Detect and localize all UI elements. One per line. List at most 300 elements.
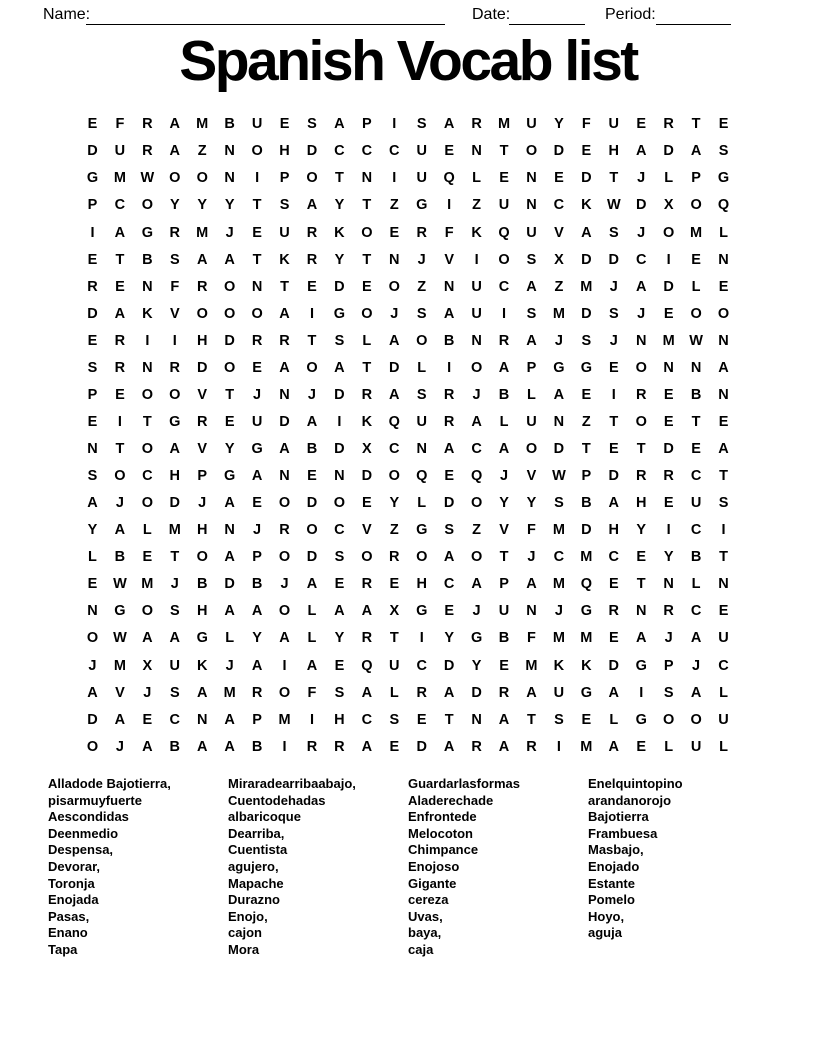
grid-letter: V [444, 251, 454, 268]
grid-letter: T [170, 549, 180, 566]
grid-letter: E [663, 495, 674, 512]
grid-letter: S [416, 116, 427, 133]
grid-letter: I [447, 359, 452, 376]
grid-letter: A [306, 576, 318, 593]
grid-letter: T [609, 413, 619, 430]
grid-letter: G [114, 603, 126, 620]
grid-letter: Q [361, 657, 373, 674]
grid-letter: M [141, 576, 154, 593]
grid-row [79, 328, 738, 355]
grid-letter: D [581, 170, 592, 187]
grid-letter: K [581, 197, 592, 214]
grid-letter: U [114, 143, 126, 160]
grid-letter: O [361, 224, 373, 241]
grid-letter: J [609, 332, 618, 349]
grid-letter: J [417, 251, 426, 268]
grid-letter: E [499, 170, 509, 187]
grid-letter: T [581, 441, 591, 458]
grid-letter: I [172, 332, 177, 349]
grid-letter: I [666, 522, 671, 539]
grid-letter: B [251, 738, 263, 755]
grid-letter: L [527, 386, 536, 403]
grid-letter: R [306, 738, 318, 755]
grid-letter: T [334, 170, 344, 187]
grid-letter: U [526, 224, 537, 241]
grid-letter: D [389, 359, 400, 376]
grid-letter: Q [443, 170, 455, 187]
grid-letter: F [581, 116, 591, 133]
grid-letter: Y [87, 522, 98, 539]
grid-letter: J [554, 603, 563, 620]
grid-letter: D [608, 468, 620, 485]
grid-letter: P [87, 386, 98, 403]
grid-letter: L [664, 738, 674, 755]
grid-letter: N [718, 332, 729, 349]
grid-letter: A [196, 738, 208, 755]
grid-letter: W [689, 332, 703, 349]
grid-letter: R [87, 278, 98, 295]
grid-letter: A [169, 630, 181, 647]
grid-letter: H [608, 522, 620, 539]
grid-letter: S [663, 684, 674, 701]
grid-letter: W [113, 630, 127, 647]
grid-row [79, 544, 738, 571]
word-list-item: Enojoso [408, 858, 460, 874]
grid-letter: O [224, 305, 236, 322]
grid-letter: I [282, 657, 287, 674]
word-list-item: Frambuesa [588, 825, 658, 841]
grid-letter: D [334, 386, 345, 403]
grid-letter: I [666, 251, 671, 268]
grid-letter: L [142, 522, 152, 539]
grid-letter: I [392, 170, 397, 187]
grid-letter: J [554, 332, 563, 349]
grid-letter: Y [554, 116, 564, 133]
grid-letter: E [87, 576, 98, 593]
grid-letter: Y [499, 495, 509, 512]
grid-letter: L [719, 738, 728, 755]
grid-letter: S [554, 495, 564, 512]
grid-letter: L [225, 630, 235, 647]
grid-letter: N [87, 603, 98, 620]
grid-letter: I [419, 630, 424, 647]
grid-letter: R [389, 549, 400, 566]
grid-letter: R [306, 224, 318, 241]
grid-letter: Q [498, 224, 510, 241]
grid-letter: U [251, 116, 263, 133]
grid-letter: T [280, 278, 289, 295]
grid-letter: O [196, 549, 208, 566]
grid-letter: T [636, 576, 646, 593]
word-list-item: Miraradearribaabajo, [228, 776, 356, 791]
grid-letter: J [472, 386, 481, 403]
grid-letter: G [416, 522, 428, 539]
grid-letter: D [663, 143, 674, 160]
grid-letter: U [416, 170, 427, 187]
grid-letter: B [690, 386, 702, 403]
grid-letter: N [471, 711, 482, 728]
grid-letter: E [636, 549, 647, 566]
grid-letter: I [145, 332, 150, 349]
grid-letter: A [498, 441, 510, 458]
grid-letter: E [362, 278, 372, 295]
grid-letter: E [307, 278, 317, 295]
word-list-item: Pomelo [588, 892, 635, 908]
grid-letter: C [114, 197, 126, 214]
grid-letter: Z [389, 522, 399, 539]
date-label: Date: [472, 6, 511, 23]
grid-letter: O [141, 603, 153, 620]
grid-letter: D [663, 441, 674, 458]
grid-letter: A [224, 251, 235, 268]
grid-letter: Z [472, 197, 482, 214]
word-list-item: arandanorojo [588, 792, 672, 808]
grid-letter: A [498, 359, 510, 376]
grid-letter: I [447, 197, 452, 214]
grid-letter: U [169, 657, 181, 674]
grid-letter: T [636, 441, 646, 458]
grid-letter: U [526, 116, 537, 133]
grid-row [79, 490, 738, 517]
grid-letter: O [278, 495, 291, 512]
grid-letter: M [690, 224, 703, 241]
grid-letter: L [609, 711, 619, 728]
grid-letter: N [416, 441, 427, 458]
grid-letter: P [526, 359, 537, 376]
word-list-item: baya, [408, 925, 442, 941]
grid-letter: O [470, 495, 483, 512]
grid-letter: O [224, 278, 236, 295]
grid-letter: R [251, 684, 263, 701]
grid-letter: A [690, 630, 702, 647]
grid-letter: D [361, 468, 373, 485]
word-list-column-4 [588, 776, 683, 942]
grid-letter: A [334, 603, 345, 620]
grid-letter: O [690, 197, 702, 214]
grid-letter: L [472, 170, 482, 187]
grid-row [79, 300, 738, 327]
grid-letter: G [580, 359, 592, 376]
grid-letter: F [115, 116, 125, 133]
grid-letter: T [527, 711, 536, 728]
grid-letter: N [443, 278, 455, 295]
grid-letter: P [663, 657, 674, 674]
grid-letter: U [279, 224, 290, 241]
grid-letter: H [196, 332, 208, 349]
grid-letter: I [309, 305, 314, 322]
grid-letter: A [389, 332, 400, 349]
grid-letter: L [307, 630, 317, 647]
grid-letter: A [306, 657, 318, 674]
grid-letter: D [87, 305, 98, 322]
grid-letter: G [86, 170, 99, 187]
grid-letter: U [416, 413, 427, 430]
grid-letter: N [196, 711, 208, 728]
grid-letter: G [333, 305, 346, 322]
grid-letter: O [114, 468, 126, 485]
grid-letter: A [114, 522, 126, 539]
grid-letter: N [526, 197, 537, 214]
grid-letter: D [581, 305, 592, 322]
word-list-item: cereza [408, 892, 449, 908]
grid-letter: E [389, 576, 400, 593]
grid-letter: E [334, 576, 345, 593]
grid-letter: R [306, 251, 318, 268]
grid-letter: G [416, 603, 428, 620]
grid-letter: I [721, 522, 726, 539]
grid-letter: G [169, 413, 181, 430]
grid-letter: R [142, 116, 153, 133]
grid-letter: A [224, 738, 235, 755]
grid-letter: X [362, 441, 372, 458]
grid-letter: S [307, 116, 317, 133]
grid-letter: H [279, 143, 290, 160]
grid-row [79, 246, 738, 273]
grid-row [79, 192, 738, 219]
grid-letter: T [307, 332, 317, 349]
grid-letter: B [169, 738, 181, 755]
grid-letter: M [552, 305, 565, 322]
grid-letter: T [691, 116, 701, 133]
word-list-column-3 [408, 776, 520, 959]
grid-letter: D [443, 657, 455, 674]
grid-letter: B [142, 251, 153, 268]
grid-letter: C [690, 522, 702, 539]
grid-letter: R [608, 603, 620, 620]
grid-letter: R [526, 738, 537, 755]
grid-letter: L [88, 549, 97, 566]
grid-letter: C [443, 576, 455, 593]
grid-letter: K [471, 224, 482, 241]
grid-letter: E [581, 143, 592, 160]
grid-letter: S [334, 549, 345, 566]
grid-letter: Y [252, 630, 262, 647]
grid-letter: S [718, 143, 729, 160]
grid-letter: Y [389, 495, 400, 512]
grid-letter: A [443, 684, 455, 701]
grid-letter: U [690, 495, 702, 512]
grid-letter: C [718, 657, 729, 674]
word-list-item: albaricoque [228, 809, 301, 825]
grid-letter: J [115, 495, 124, 512]
grid-letter: V [115, 684, 125, 701]
grid-letter: A [224, 495, 235, 512]
grid-letter: K [553, 657, 565, 674]
grid-letter: O [278, 549, 291, 566]
grid-letter: L [691, 278, 701, 295]
grid-letter: R [361, 630, 373, 647]
grid-letter: A [334, 116, 345, 133]
grid-letter: E [636, 738, 647, 755]
grid-letter: O [416, 332, 428, 349]
grid-letter: D [663, 278, 674, 295]
grid-letter: S [718, 495, 729, 512]
grid-letter: B [114, 549, 126, 566]
name-label: Name: [43, 6, 91, 23]
word-list-item: Hoyo, [588, 908, 625, 924]
grid-letter: G [553, 359, 565, 376]
grid-letter: E [499, 657, 509, 674]
grid-letter: E [362, 495, 372, 512]
grid-letter: C [608, 549, 620, 566]
grid-letter: F [444, 224, 454, 241]
grid-letter: V [197, 386, 208, 403]
word-list-item: Gigante [408, 875, 457, 891]
grid-letter: A [608, 738, 620, 755]
grid-letter: O [251, 143, 263, 160]
grid-letter: O [717, 305, 730, 322]
grid-letter: Q [580, 576, 592, 593]
grid-letter: E [691, 251, 701, 268]
grid-letter: R [142, 143, 153, 160]
grid-letter: T [362, 251, 372, 268]
grid-letter: S [169, 603, 180, 620]
grid-letter: A [608, 495, 620, 512]
grid-letter: R [443, 386, 455, 403]
grid-letter: C [690, 468, 702, 485]
grid-letter: M [580, 738, 593, 755]
grid-letter: A [635, 143, 647, 160]
grid-letter: E [389, 738, 400, 755]
grid-letter: O [635, 413, 647, 430]
grid-letter: G [717, 170, 730, 187]
grid-letter: O [86, 630, 99, 647]
word-list-item: Uvas, [408, 908, 443, 924]
grid-letter: I [117, 413, 122, 430]
grid-letter: O [361, 549, 373, 566]
grid-letter: Z [389, 197, 399, 214]
grid-letter: A [114, 224, 126, 241]
grid-letter: U [718, 711, 729, 728]
grid-letter: N [663, 359, 674, 376]
grid-letter: B [498, 386, 510, 403]
grid-letter: S [554, 711, 564, 728]
grid-letter: T [719, 468, 728, 485]
grid-letter: N [471, 143, 482, 160]
grid-letter: O [169, 170, 181, 187]
grid-letter: L [389, 684, 399, 701]
grid-letter: R [471, 738, 482, 755]
grid-letter: E [87, 251, 98, 268]
grid-letter: O [388, 278, 400, 295]
grid-letter: T [362, 359, 372, 376]
grid-letter: P [362, 116, 372, 133]
grid-letter: S [581, 332, 592, 349]
word-list-item: cajon [228, 925, 262, 941]
word-list-item: Aladerechade [408, 792, 494, 808]
grid-letter: A [361, 738, 373, 755]
grid-letter: A [169, 441, 181, 458]
grid-letter: D [306, 495, 318, 512]
word-list-item: Devorar, [48, 858, 101, 874]
grid-letter: R [498, 684, 510, 701]
grid-letter: I [392, 116, 397, 133]
grid-letter: E [115, 386, 125, 403]
grid-letter: E [691, 441, 701, 458]
word-list-item: Melocoton [408, 825, 473, 841]
grid-letter: C [361, 143, 373, 160]
grid-letter: O [416, 549, 428, 566]
grid-letter: A [690, 684, 702, 701]
grid-letter: R [443, 413, 455, 430]
word-list-item: Pasas, [48, 908, 90, 924]
grid-letter: E [663, 386, 674, 403]
grid-letter: S [416, 386, 427, 403]
grid-letter: N [279, 468, 290, 485]
grid-letter: N [718, 576, 729, 593]
grid-letter: A [443, 441, 455, 458]
grid-letter: M [552, 630, 565, 647]
grid-letter: Y [334, 251, 345, 268]
grid-letter: A [498, 738, 510, 755]
grid-letter: S [444, 522, 454, 539]
grid-letter: A [361, 603, 373, 620]
grid-letter: N [635, 332, 647, 349]
grid-letter: D [608, 251, 620, 268]
grid-row [79, 219, 738, 246]
grid-letter: O [306, 359, 318, 376]
grid-letter: H [334, 711, 345, 728]
grid-letter: T [389, 630, 399, 647]
grid-row [79, 138, 738, 165]
grid-letter: S [87, 359, 98, 376]
grid-letter: F [527, 522, 536, 539]
grid-letter: W [606, 197, 621, 214]
grid-letter: K [196, 657, 208, 674]
grid-letter: D [443, 495, 455, 512]
grid-letter: C [471, 441, 482, 458]
grid-letter: C [389, 143, 400, 160]
grid-letter: G [196, 630, 208, 647]
grid-letter: U [526, 413, 537, 430]
word-list-item: Enfrontede [408, 809, 477, 825]
grid-letter: E [279, 116, 290, 133]
grid-letter: J [115, 738, 124, 755]
grid-letter: Y [526, 495, 537, 512]
grid-letter: T [609, 170, 619, 187]
grid-letter: D [581, 522, 592, 539]
grid-letter: P [279, 170, 290, 187]
grid-letter: E [718, 603, 729, 620]
grid-letter: D [608, 657, 620, 674]
grid-letter: I [611, 386, 616, 403]
grid-letter: A [526, 684, 537, 701]
grid-letter: Y [471, 657, 482, 674]
grid-letter: S [416, 305, 427, 322]
grid-letter: G [251, 441, 263, 458]
grid-letter: A [471, 413, 482, 430]
grid-row [79, 652, 738, 679]
grid-letter: O [388, 468, 400, 485]
grid-row [79, 598, 738, 625]
word-list-item: Mapache [228, 875, 284, 891]
grid-letter: H [608, 143, 620, 160]
grid-letter: E [252, 495, 262, 512]
grid-letter: O [306, 170, 318, 187]
grid-letter: E [581, 386, 592, 403]
grid-letter: O [169, 386, 181, 403]
grid-letter: T [142, 413, 152, 430]
grid-letter: C [142, 468, 153, 485]
word-list-item: Cuentodehadas [228, 792, 326, 808]
grid-letter: I [255, 170, 260, 187]
grid-letter: Y [334, 630, 345, 647]
grid-letter: E [608, 359, 619, 376]
grid-letter: A [87, 684, 98, 701]
grid-letter: L [362, 332, 372, 349]
grid-letter: B [196, 576, 208, 593]
word-list-column-1 [48, 776, 171, 959]
